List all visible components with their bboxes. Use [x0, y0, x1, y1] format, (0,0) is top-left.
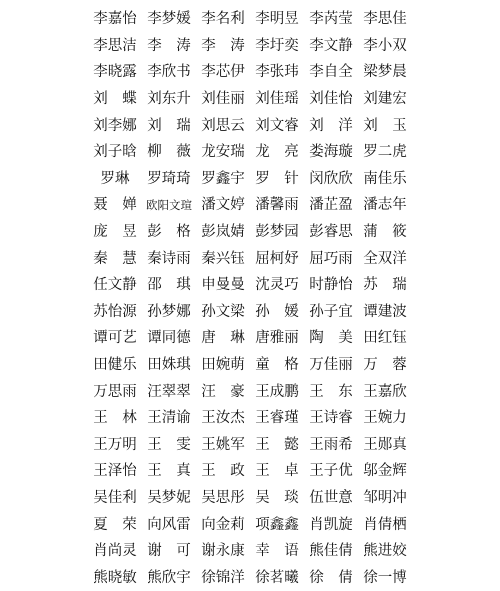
name-entry: 田姝琪: [147, 357, 191, 374]
name-row: [0, 538, 500, 565]
name-row: [0, 33, 500, 60]
name-entry: 徐锦洋: [201, 569, 245, 586]
name-row: [0, 219, 500, 246]
name-entry: 吴思彤: [201, 489, 245, 506]
name-entry: 任文静: [93, 277, 137, 294]
name-entry: 熊佳倩: [309, 543, 353, 560]
name-entry: 孙梦娜: [147, 303, 191, 320]
name-entry: 秦兴钰: [201, 250, 245, 267]
name-entry: 刘子晗: [93, 144, 137, 161]
name-entry: 蒲 筱: [363, 224, 407, 241]
name-entry: 王 雯: [147, 436, 191, 453]
name-entry: 王汝杰: [201, 410, 245, 427]
name-entry: 李文静: [309, 37, 353, 54]
name-entry: 项鑫鑫: [255, 516, 299, 533]
name-entry: 刘思云: [201, 117, 245, 134]
name-entry: 田健乐: [93, 357, 137, 374]
name-entry: 熊欣宇: [147, 569, 191, 586]
name-row: [0, 325, 500, 352]
name-entry: 李小双: [363, 37, 407, 54]
name-entry: 王 卓: [255, 463, 299, 480]
name-entry: 李 涛: [147, 37, 191, 54]
name-entry: 肖倩栖: [363, 516, 407, 533]
name-row: [0, 299, 500, 326]
name-entry: 潘馨雨: [255, 197, 299, 214]
name-entry: 柳 薇: [147, 144, 191, 161]
name-entry: 龙安瑞: [201, 144, 245, 161]
name-entry: 罗二虎: [363, 144, 407, 161]
name-entry: 欧阳文瑄: [146, 198, 192, 213]
name-entry: 王嘉欣: [363, 383, 407, 400]
name-entry: 秦 慧: [93, 250, 137, 267]
name-entry: 万 蓉: [363, 357, 407, 374]
name-row: [0, 485, 500, 512]
name-entry: 李梦媛: [147, 11, 191, 28]
name-row: [0, 352, 500, 379]
name-entry: 王婉力: [363, 410, 407, 427]
name-row: [0, 166, 500, 193]
name-entry: 李名利: [201, 11, 245, 28]
name-row: [0, 272, 500, 299]
name-entry: 李晓露: [93, 64, 137, 81]
name-entry: 全双洋: [363, 250, 407, 267]
name-entry: 王泽怡: [93, 463, 137, 480]
name-entry: 李思洁: [93, 37, 137, 54]
name-entry: 刘佳怡: [309, 91, 353, 108]
name-entry: 徐茗曦: [255, 569, 299, 586]
name-entry: 申曼曼: [201, 277, 245, 294]
name-entry: 王子优: [309, 463, 353, 480]
name-entry: 唐 琳: [201, 330, 245, 347]
name-entry: 谭可艺: [93, 330, 137, 347]
name-row: [0, 112, 500, 139]
name-row: [0, 378, 500, 405]
name-row: [0, 405, 500, 432]
name-entry: 刘文睿: [255, 117, 299, 134]
name-entry: 邹明冲: [363, 489, 407, 506]
name-entry: 孙 媛: [255, 303, 299, 320]
name-entry: 彭岚婧: [201, 224, 245, 241]
name-entry: 童 格: [255, 357, 299, 374]
name-entry: 谭同德: [147, 330, 191, 347]
name-entry: 肖尚灵: [93, 543, 137, 560]
name-entry: 吴佳利: [93, 489, 137, 506]
name-entry: 潘芷盈: [309, 197, 353, 214]
name-entry: 向金莉: [201, 516, 245, 533]
name-entry: 李芮莹: [309, 11, 353, 28]
name-entry: 罗琦琦: [147, 170, 191, 187]
name-entry: 向风雷: [147, 516, 191, 533]
name-entry: 熊进姣: [363, 543, 407, 560]
name-entry: 王诗睿: [309, 410, 353, 427]
name-entry: 李明昱: [255, 11, 299, 28]
name-entry: 吴 琰: [255, 489, 299, 506]
name-entry: 孙文梁: [201, 303, 245, 320]
name-row: [0, 86, 500, 113]
name-entry: 屈柯妤: [255, 250, 299, 267]
name-entry: 庞 昱: [93, 224, 137, 241]
name-entry: 王 林: [93, 410, 137, 427]
name-entry: 李嘉怡: [93, 11, 137, 28]
name-entry: 潘文婷: [201, 197, 245, 214]
name-entry: 陶 美: [309, 330, 353, 347]
name-entry: 刘 洋: [309, 117, 353, 134]
name-entry: 闵欣欣: [309, 170, 353, 187]
name-entry: 罗鑫宇: [201, 170, 245, 187]
name-entry: 彭睿思: [309, 224, 353, 241]
name-entry: 王睿瑾: [255, 410, 299, 427]
name-entry: 梁梦晨: [363, 64, 407, 81]
name-entry: 刘东升: [147, 91, 191, 108]
name-entry: 谭建波: [363, 303, 407, 320]
name-entry: 王成鹏: [255, 383, 299, 400]
name-entry: 唐雅丽: [255, 330, 299, 347]
name-entry: 万思雨: [93, 383, 137, 400]
name-entry: 李思佳: [363, 11, 407, 28]
name-entry: 李芯伊: [201, 64, 245, 81]
name-entry: 沈灵巧: [255, 277, 299, 294]
name-entry: 聂 婵: [93, 197, 137, 214]
name-entry: 潘志年: [363, 197, 407, 214]
name-entry: 王郧真: [363, 436, 407, 453]
name-entry: 罗 针: [255, 170, 299, 187]
name-entry: 汪翠翠: [147, 383, 191, 400]
name-entry: 徐 倩: [309, 569, 353, 586]
name-entry: 熊晓敏: [93, 569, 137, 586]
name-row: [0, 59, 500, 86]
name-entry: 刘佳瑶: [255, 91, 299, 108]
name-entry: 肖凯旋: [309, 516, 353, 533]
name-entry: 苏 瑞: [363, 277, 407, 294]
name-entry: 徐一博: [363, 569, 407, 586]
name-entry: 谢永康: [201, 543, 245, 560]
name-entry: 谢 可: [147, 543, 191, 560]
name-entry: 彭 格: [147, 224, 191, 241]
name-entry: 刘李娜: [93, 117, 137, 134]
name-entry: 万佳丽: [309, 357, 353, 374]
name-entry: 苏怡源: [93, 303, 137, 320]
name-entry: 孙子宜: [309, 303, 353, 320]
name-row: [0, 458, 500, 485]
name-entry: 罗琳: [100, 170, 130, 187]
name-entry: 王雨希: [309, 436, 353, 453]
name-entry: 屈巧雨: [309, 250, 353, 267]
name-entry: 李欣书: [147, 64, 191, 81]
name-entry: 王万明: [93, 436, 137, 453]
name-entry: 田婉萌: [201, 357, 245, 374]
name-entry: 刘 蝶: [93, 91, 137, 108]
name-entry: 邬金辉: [363, 463, 407, 480]
name-entry: 吴梦妮: [147, 489, 191, 506]
name-entry: 邵 琪: [147, 277, 191, 294]
name-row: [0, 245, 500, 272]
name-entry: 刘 瑞: [147, 117, 191, 134]
name-entry: 王清谕: [147, 410, 191, 427]
name-row: [0, 139, 500, 166]
name-row: [0, 511, 500, 538]
name-entry: 夏 荣: [93, 516, 137, 533]
name-entry: 李自全: [309, 64, 353, 81]
name-entry: 王 政: [201, 463, 245, 480]
name-entry: 李张玮: [255, 64, 299, 81]
name-entry: 伍世意: [309, 489, 353, 506]
name-entry: 王 东: [309, 383, 353, 400]
name-entry: 汪 豪: [201, 383, 245, 400]
name-entry: 王姚军: [201, 436, 245, 453]
name-entry: 刘建宏: [363, 91, 407, 108]
name-entry: 李圩奕: [255, 37, 299, 54]
name-entry: 刘 玉: [363, 117, 407, 134]
name-entry: 王 懿: [255, 436, 299, 453]
name-entry: 时静怡: [309, 277, 353, 294]
name-row: [0, 564, 500, 591]
name-entry: 王 真: [147, 463, 191, 480]
name-entry: 田红钰: [363, 330, 407, 347]
name-row: [0, 192, 500, 219]
name-entry: 刘佳丽: [201, 91, 245, 108]
name-entry: 龙 亮: [255, 144, 299, 161]
name-entry: 幸 语: [255, 543, 299, 560]
name-entry: 娄海璇: [309, 144, 353, 161]
name-entry: 李 涛: [201, 37, 245, 54]
name-entry: 秦诗雨: [147, 250, 191, 267]
name-row: [0, 6, 500, 33]
name-row: [0, 432, 500, 459]
name-entry: 彭梦园: [255, 224, 299, 241]
name-entry: 南佳乐: [363, 170, 407, 187]
